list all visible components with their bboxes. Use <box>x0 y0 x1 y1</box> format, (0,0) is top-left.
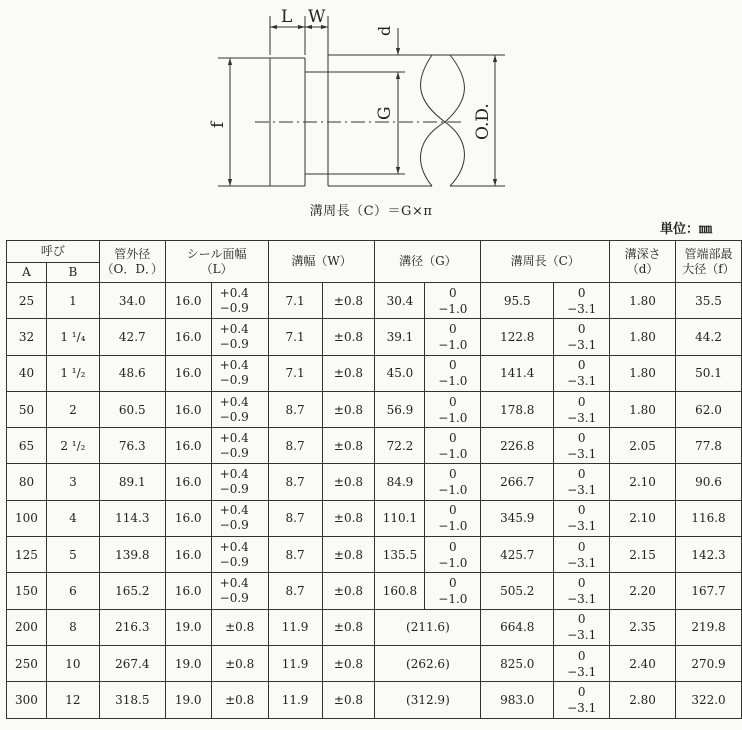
cell-groove-length-tolerance: 0 −3.1 <box>554 464 610 500</box>
cell-seal-width: 16.0 <box>165 355 211 391</box>
cell-groove-diameter: 110.1 <box>375 500 425 536</box>
cell-groove-width: 7.1 <box>268 355 322 391</box>
table-row <box>7 573 742 609</box>
cell-groove-depth: 2.10 <box>610 500 676 536</box>
cell-B: 4 <box>46 500 99 536</box>
label-W: W <box>308 7 326 27</box>
cell-groove-diameter-tolerance: 0 −1.0 <box>425 283 481 319</box>
cell-groove-diameter-tolerance: 0 −1.0 <box>425 537 481 573</box>
cell-end-diameter: 62.0 <box>676 391 742 427</box>
cell-A: 150 <box>7 573 47 609</box>
cell-end-diameter: 90.6 <box>676 464 742 500</box>
cell-seal-tolerance: ±0.8 <box>211 682 268 718</box>
cell-od: 48.6 <box>99 355 165 391</box>
table-body <box>7 283 742 719</box>
groove-length-formula: 溝周長（C）＝G×π <box>309 204 433 219</box>
header-od: 管外径 （O．D．） <box>99 241 165 283</box>
cell-groove-depth: 2.20 <box>610 573 676 609</box>
cell-B: 10 <box>46 645 99 681</box>
cell-groove-length: 266.7 <box>481 464 554 500</box>
cell-od: 318.5 <box>99 682 165 718</box>
cell-od: 34.0 <box>99 283 165 319</box>
cell-seal-width: 16.0 <box>165 573 211 609</box>
cell-B: 2 <box>46 391 99 427</box>
cell-groove-width: 11.9 <box>268 682 322 718</box>
cell-groove-width-tolerance: ±0.8 <box>322 682 375 718</box>
cell-seal-tolerance: ±0.8 <box>211 645 268 681</box>
cell-groove-depth: 1.80 <box>610 355 676 391</box>
cell-od: 42.7 <box>99 319 165 355</box>
cell-seal-width: 19.0 <box>165 645 211 681</box>
cell-groove-diameter: 45.0 <box>375 355 425 391</box>
header-groove-diameter: 溝径（G） <box>375 241 481 283</box>
cell-groove-width-tolerance: ±0.8 <box>322 573 375 609</box>
cell-seal-tolerance: +0.4 −0.9 <box>211 391 268 427</box>
header-groove-length: 溝周長（C） <box>481 241 610 283</box>
cell-groove-depth: 1.80 <box>610 319 676 355</box>
cell-B: 12 <box>46 682 99 718</box>
cell-groove-width-tolerance: ±0.8 <box>322 537 375 573</box>
cell-groove-length: 825.0 <box>481 645 554 681</box>
table-row <box>7 283 742 319</box>
cell-A: 250 <box>7 645 47 681</box>
cell-od: 165.2 <box>99 573 165 609</box>
cell-groove-length: 141.4 <box>481 355 554 391</box>
cell-groove-length: 95.5 <box>481 283 554 319</box>
cell-seal-tolerance: ±0.8 <box>211 609 268 645</box>
cell-groove-depth: 2.05 <box>610 428 676 464</box>
cell-seal-width: 16.0 <box>165 428 211 464</box>
cell-end-diameter: 77.8 <box>676 428 742 464</box>
cell-groove-width-tolerance: ±0.8 <box>322 645 375 681</box>
cell-groove-depth: 2.10 <box>610 464 676 500</box>
table-row <box>7 355 742 391</box>
cell-groove-depth: 2.15 <box>610 537 676 573</box>
cell-groove-width-tolerance: ±0.8 <box>322 283 375 319</box>
cell-groove-diameter-tolerance: 0 −1.0 <box>425 573 481 609</box>
cell-groove-length: 178.8 <box>481 391 554 427</box>
cell-groove-length-tolerance: 0 −3.1 <box>554 391 610 427</box>
cell-groove-width: 11.9 <box>268 645 322 681</box>
cell-seal-tolerance: +0.4 −0.9 <box>211 428 268 464</box>
cell-groove-depth: 2.40 <box>610 645 676 681</box>
table-row <box>7 428 742 464</box>
cell-B: 3 <box>46 464 99 500</box>
cell-groove-length-tolerance: 0 −3.1 <box>554 573 610 609</box>
header-end-diameter: 管端部最 大径（f） <box>676 241 742 283</box>
cell-B: 1 ¹/₂ <box>46 355 99 391</box>
cell-groove-width: 7.1 <box>268 319 322 355</box>
cell-groove-width-tolerance: ±0.8 <box>322 355 375 391</box>
cell-groove-width-tolerance: ±0.8 <box>322 428 375 464</box>
cell-end-diameter: 167.7 <box>676 573 742 609</box>
cell-A: 200 <box>7 609 47 645</box>
cell-seal-tolerance: +0.4 −0.9 <box>211 573 268 609</box>
cell-seal-width: 16.0 <box>165 537 211 573</box>
cell-od: 267.4 <box>99 645 165 681</box>
cell-groove-diameter-tolerance: 0 −1.0 <box>425 500 481 536</box>
cell-seal-tolerance: +0.4 −0.9 <box>211 355 268 391</box>
cell-A: 80 <box>7 464 47 500</box>
cell-groove-depth: 2.35 <box>610 609 676 645</box>
cell-end-diameter: 50.1 <box>676 355 742 391</box>
unit-label: 単位：㎜ <box>659 222 712 237</box>
header-nominal: 呼び <box>7 241 100 263</box>
cell-groove-diameter: 160.8 <box>375 573 425 609</box>
cell-A: 300 <box>7 682 47 718</box>
cell-A: 32 <box>7 319 47 355</box>
cell-groove-length: 425.7 <box>481 537 554 573</box>
cell-groove-diameter: 56.9 <box>375 391 425 427</box>
cell-groove-diameter-tolerance: 0 −1.0 <box>425 319 481 355</box>
cell-groove-diameter: (312.9) <box>375 682 481 718</box>
cell-groove-length-tolerance: 0 −3.1 <box>554 355 610 391</box>
label-d: d <box>375 25 394 36</box>
cell-groove-diameter-tolerance: 0 −1.0 <box>425 355 481 391</box>
cell-groove-depth: 1.80 <box>610 283 676 319</box>
cell-groove-depth: 2.80 <box>610 682 676 718</box>
cell-groove-length-tolerance: 0 −3.1 <box>554 645 610 681</box>
cell-B: 6 <box>46 573 99 609</box>
cell-groove-width-tolerance: ±0.8 <box>322 609 375 645</box>
groove-dimension-table <box>6 240 742 719</box>
cell-end-diameter: 219.8 <box>676 609 742 645</box>
table-row <box>7 682 742 718</box>
cell-od: 89.1 <box>99 464 165 500</box>
cell-groove-diameter: 135.5 <box>375 537 425 573</box>
cell-groove-width-tolerance: ±0.8 <box>322 464 375 500</box>
label-f: f <box>208 121 228 128</box>
cell-groove-length-tolerance: 0 −3.1 <box>554 537 610 573</box>
table-row <box>7 464 742 500</box>
cell-groove-width-tolerance: ±0.8 <box>322 319 375 355</box>
cell-groove-width-tolerance: ±0.8 <box>322 391 375 427</box>
cell-groove-width-tolerance: ±0.8 <box>322 500 375 536</box>
label-od: O.D. <box>473 103 493 140</box>
cell-B: 1 ¹/₄ <box>46 319 99 355</box>
cell-end-diameter: 142.3 <box>676 537 742 573</box>
cell-seal-tolerance: +0.4 −0.9 <box>211 537 268 573</box>
cell-groove-length: 505.2 <box>481 573 554 609</box>
cell-B: 2 ¹/₂ <box>46 428 99 464</box>
cell-seal-tolerance: +0.4 −0.9 <box>211 319 268 355</box>
table-row <box>7 500 742 536</box>
cell-seal-width: 16.0 <box>165 319 211 355</box>
cell-groove-length-tolerance: 0 −3.1 <box>554 319 610 355</box>
cell-end-diameter: 35.5 <box>676 283 742 319</box>
cell-seal-tolerance: +0.4 −0.9 <box>211 283 268 319</box>
cell-seal-width: 19.0 <box>165 682 211 718</box>
header-groove-depth: 溝深さ （d） <box>610 241 676 283</box>
cell-groove-width: 8.7 <box>268 464 322 500</box>
cell-groove-width: 8.7 <box>268 537 322 573</box>
cell-end-diameter: 44.2 <box>676 319 742 355</box>
cell-groove-depth: 1.80 <box>610 391 676 427</box>
cell-groove-diameter: (262.6) <box>375 645 481 681</box>
cell-end-diameter: 322.0 <box>676 682 742 718</box>
cell-end-diameter: 270.9 <box>676 645 742 681</box>
cell-A: 40 <box>7 355 47 391</box>
cell-groove-diameter: 39.1 <box>375 319 425 355</box>
label-G: G <box>375 106 395 120</box>
cell-seal-tolerance: +0.4 −0.9 <box>211 464 268 500</box>
cell-A: 50 <box>7 391 47 427</box>
cell-groove-length: 664.8 <box>481 609 554 645</box>
cell-groove-width: 8.7 <box>268 428 322 464</box>
cell-groove-diameter: 72.2 <box>375 428 425 464</box>
cell-B: 1 <box>46 283 99 319</box>
cell-groove-length-tolerance: 0 −3.1 <box>554 682 610 718</box>
cell-seal-width: 16.0 <box>165 464 211 500</box>
header-A: A <box>7 263 47 283</box>
cell-groove-width: 8.7 <box>268 500 322 536</box>
cell-od: 216.3 <box>99 609 165 645</box>
cell-od: 139.8 <box>99 537 165 573</box>
cell-A: 125 <box>7 537 47 573</box>
groove-dimension-diagram <box>0 0 742 200</box>
cell-groove-width: 8.7 <box>268 391 322 427</box>
cell-groove-width: 7.1 <box>268 283 322 319</box>
cell-groove-diameter-tolerance: 0 −1.0 <box>425 391 481 427</box>
table-row <box>7 645 742 681</box>
cell-B: 8 <box>46 609 99 645</box>
cell-groove-length-tolerance: 0 −3.1 <box>554 609 610 645</box>
cell-seal-width: 16.0 <box>165 500 211 536</box>
cell-groove-length-tolerance: 0 −3.1 <box>554 283 610 319</box>
cell-groove-length-tolerance: 0 −3.1 <box>554 500 610 536</box>
cell-od: 60.5 <box>99 391 165 427</box>
cell-groove-diameter: 84.9 <box>375 464 425 500</box>
table-row <box>7 391 742 427</box>
cell-groove-length: 345.9 <box>481 500 554 536</box>
cell-end-diameter: 116.8 <box>676 500 742 536</box>
cell-A: 65 <box>7 428 47 464</box>
cell-A: 100 <box>7 500 47 536</box>
cell-groove-length-tolerance: 0 −3.1 <box>554 428 610 464</box>
cell-groove-diameter: 30.4 <box>375 283 425 319</box>
cell-seal-width: 16.0 <box>165 283 211 319</box>
header-groove-width: 溝幅（W） <box>268 241 375 283</box>
cell-groove-diameter-tolerance: 0 −1.0 <box>425 428 481 464</box>
cell-seal-tolerance: +0.4 −0.9 <box>211 500 268 536</box>
cell-groove-width: 8.7 <box>268 573 322 609</box>
header-seal-width: シール面幅 （L） <box>165 241 268 283</box>
cell-groove-length: 122.8 <box>481 319 554 355</box>
label-L: L <box>281 7 293 27</box>
cell-A: 25 <box>7 283 47 319</box>
cell-groove-diameter-tolerance: 0 −1.0 <box>425 464 481 500</box>
cell-groove-diameter: (211.6) <box>375 609 481 645</box>
cell-seal-width: 19.0 <box>165 609 211 645</box>
cell-groove-length: 983.0 <box>481 682 554 718</box>
table-row <box>7 537 742 573</box>
cell-groove-width: 11.9 <box>268 609 322 645</box>
cell-B: 5 <box>46 537 99 573</box>
header-B: B <box>46 263 99 283</box>
cell-groove-length: 226.8 <box>481 428 554 464</box>
table-row <box>7 319 742 355</box>
cell-od: 76.3 <box>99 428 165 464</box>
table-row <box>7 609 742 645</box>
cell-od: 114.3 <box>99 500 165 536</box>
cell-seal-width: 16.0 <box>165 391 211 427</box>
